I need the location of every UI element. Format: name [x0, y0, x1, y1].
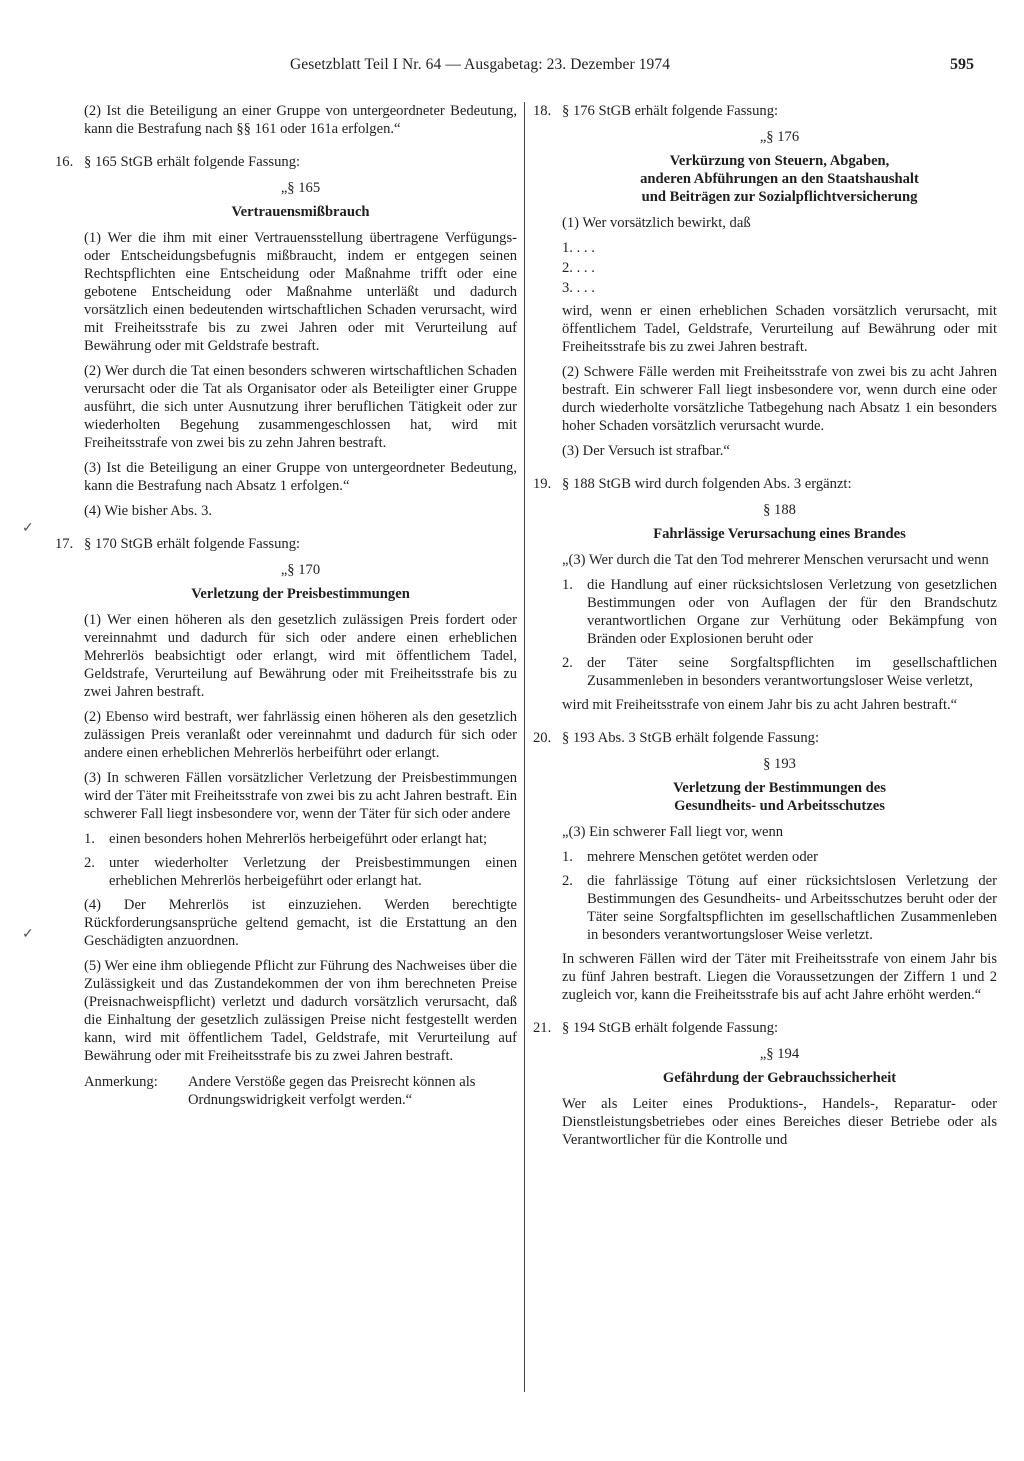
item-text: § 193 Abs. 3 StGB erhält folgende Fassung:	[562, 730, 820, 746]
margin-mark: ✓	[22, 521, 34, 536]
paragraph: (3) Ist die Beteiligung an einer Gruppe von untergeordneter Bedeutung, kann die Bestrafung nach Absatz 1 erfolgen.“	[84, 460, 517, 494]
section-number: „§ 170	[280, 562, 321, 578]
heading-line: anderen Abführungen an den Staatshaushalt	[640, 171, 919, 187]
item-number: 19.	[533, 476, 552, 492]
section-heading	[562, 152, 997, 206]
annotation	[84, 1073, 517, 1109]
header-title: Gesetzblatt Teil I Nr. 64 — Ausgabetag: 23. Dezember 1974	[290, 56, 671, 73]
section-heading: Verletzung der Preisbestimmungen	[191, 586, 410, 602]
item-21	[533, 1019, 997, 1037]
item-number: 17.	[55, 536, 74, 552]
list-number: 1.	[562, 577, 573, 593]
item-text: § 194 StGB erhält folgende Fassung:	[562, 1020, 779, 1036]
list-item	[562, 576, 997, 648]
item-19	[533, 475, 997, 493]
list-text: die fahrlässige Tötung auf einer rücksichtslosen Verletzung der Bestimmungen des Gesundheits- und Arbeitsschutzes beruht oder der Täter seine Sorgfaltspflichten im gesellschaftlichen Zusammenleben in besonders verantwortungsloser Weise verletzt.	[587, 873, 997, 943]
right-column	[533, 102, 997, 1402]
section-heading: Vertrauensmißbrauch	[231, 204, 370, 220]
item-text: § 170 StGB erhält folgende Fassung:	[84, 536, 301, 552]
section-heading: Gefährdung der Gebrauchssicherheit	[662, 1070, 897, 1086]
section-number: „§ 194	[759, 1046, 800, 1062]
item-17	[55, 535, 517, 553]
section-number: § 193	[763, 756, 796, 772]
paragraph: wird, wenn er einen erheblichen Schaden vorsätzlich verursacht, mit öffentlichem Tadel, Geldstrafe, Verurteilung auf Bewährung oder mit Freiheitsstrafe bis zu zwei Jahren bestraft.	[562, 303, 997, 355]
item-20	[533, 729, 997, 747]
list-number: 2.	[562, 655, 573, 671]
heading-line: und Beiträgen zur Sozialpflichtversicherung	[641, 189, 918, 205]
list-number: 2.	[84, 855, 95, 871]
paragraph: (1) Wer vorsätzlich bewirkt, daß	[562, 215, 751, 231]
list-number: 2.	[562, 873, 573, 889]
paragraph: Wer als Leiter eines Produktions-, Handels-, Reparatur- oder Dienstleistungsbetriebes oder eines Bereiches dieser Betriebe oder als Verantwortlicher für die Kontrolle und	[562, 1096, 997, 1148]
item-number: 20.	[533, 730, 552, 746]
page-number: 595	[950, 56, 974, 73]
section-number: „§ 176	[759, 129, 800, 145]
section-number: „§ 165	[280, 180, 321, 196]
list-text: der Täter seine Sorgfaltspflichten im gesellschaftlichen Zusammenleben in besonders verantwortungsloser Weise verletzt,	[587, 655, 997, 689]
item-number: 21.	[533, 1020, 552, 1036]
paragraph: „(3) Ein schwerer Fall liegt vor, wenn	[562, 824, 784, 840]
paragraph: (4) Wie bisher Abs. 3.	[84, 503, 213, 519]
paragraph: (2) Ebenso wird bestraft, wer fahrlässig einen höheren als den gesetzlich zulässigen Preis veranlaßt oder vereinnahmt und dadurch für sich oder andere einen erheblichen Mehrerlös herbeiführt oder erlangt.	[84, 709, 517, 761]
section-number: § 188	[763, 502, 796, 518]
section-heading: Fahrlässige Verursachung eines Brandes	[653, 526, 906, 542]
item-text: § 165 StGB erhält folgende Fassung:	[84, 154, 301, 170]
margin-mark: ✓	[22, 927, 34, 942]
paragraph: (3) In schweren Fällen vorsätzlicher Verletzung der Preisbestimmungen wird der Täter mit Freiheitsstrafe von zwei bis zu acht Jahren bestraft. Ein schwerer Fall liegt insbesondere vor, wenn der Täter für sich oder andere	[84, 770, 517, 822]
heading-line: Verletzung der Bestimmungen des	[673, 780, 886, 796]
list-item	[84, 830, 517, 848]
paragraph: (4) Der Mehrerlös ist einzuziehen. Werden berechtigte Rückforderungsansprüche geltend gemacht, ist die Erstattung an den Geschädigten anzuordnen.	[84, 897, 517, 949]
list-number: 1.	[562, 849, 573, 865]
annotation-label: Anmerkung:	[84, 1074, 158, 1090]
heading-line: Gesundheits- und Arbeitsschutzes	[674, 798, 885, 814]
item-number: 16.	[55, 154, 74, 170]
list-text: mehrere Menschen getötet werden oder	[587, 849, 818, 865]
item-18	[533, 102, 997, 120]
paragraph: „(3) Wer durch die Tat den Tod mehrerer Menschen verursacht und wenn	[562, 552, 989, 568]
column-divider	[524, 102, 525, 1392]
list-item	[562, 848, 997, 866]
item-text: § 188 StGB wird durch folgenden Abs. 3 ergänzt:	[562, 476, 852, 492]
list-text: unter wiederholter Verletzung der Preisbestimmungen einen erheblichen Mehrerlös herbeigeführt oder erlangt hat.	[109, 855, 517, 889]
paragraph: (2) Wer durch die Tat einen besonders schweren wirtschaftlichen Schaden verursacht oder die Tat als Organisator oder als Beteiligter einer Gruppe ausführt, die sich unter Ausnutzung ihrer beruflichen Tätigkeit oder zur wiederholten Begehung zusammengeschlossen hat, wird mit Freiheitsstrafe von zwei bis zu zehn Jahren bestraft.	[84, 363, 517, 451]
paragraph: (3) Der Versuch ist strafbar.“	[562, 443, 730, 459]
paragraph: (1) Wer einen höheren als den gesetzlich zulässigen Preis fordert oder vereinnahmt und dadurch für sich oder andere einen erheblichen Mehrerlös beabsichtigt oder erlangt, wird mit öffentlichem Tadel, Geldstrafe, Verurteilung auf Bewährung oder mit Freiheitsstrafe bis zu zwei Jahren bestraft.	[84, 612, 517, 700]
list-item	[562, 654, 997, 690]
list-text: die Handlung auf einer rücksichtslosen Verletzung von gesetzlichen Bestimmungen oder von Auflagen der für den Brandschutz verantwortlichen Organe zur Verhütung oder Bekämpfung von Bränden oder Explosionen beruht oder	[587, 577, 997, 647]
ellipsis-item: 3. . . .	[562, 280, 595, 296]
item-16	[55, 153, 517, 171]
section-heading	[562, 779, 997, 815]
list-item	[562, 872, 997, 944]
list-text: einen besonders hohen Mehrerlös herbeigeführt oder erlangt hat;	[109, 831, 488, 847]
paragraph: (2) Schwere Fälle werden mit Freiheitsstrafe von zwei bis zu acht Jahren bestraft. Ein schwerer Fall liegt insbesondere vor, wenn durch eine oder durch wiederholte vorsätzliche Tatbegehung nach Absatz 1 ein besonders hoher Schaden vorsätzlich verursacht wurde.	[562, 364, 997, 434]
paragraph: In schweren Fällen wird der Täter mit Freiheitsstrafe von einem Jahr bis zu fünf Jahren bestraft. Liegen die Voraussetzungen der Ziffern 1 und 2 zugleich vor, kann die Freiheitsstrafe bis auf acht Jahre erhöht werden.“	[562, 951, 997, 1003]
list-number: 1.	[84, 831, 95, 847]
ellipsis-item: 1. . . .	[562, 240, 595, 256]
heading-line: Verkürzung von Steuern, Abgaben,	[669, 153, 890, 169]
paragraph: (2) Ist die Beteiligung an einer Gruppe von untergeordneter Bedeutung, kann die Bestrafung nach §§ 161 oder 161a erfolgen.“	[84, 103, 517, 137]
item-number: 18.	[533, 103, 552, 119]
paragraph: (5) Wer eine ihm obliegende Pflicht zur Führung des Nachweises über die Zulässigkeit und das Zustandekommen der von ihm berechneten Preise (Preisnachweispflicht) verletzt und dadurch vorsätzlich verursacht, daß die Einhaltung der gesetzlich zulässigen Preise nicht festgestellt werden kann, wird mit öffentlichem Tadel, Geldstrafe, mit Verurteilung auf Bewährung oder mit Freiheitsstrafe bis zu zwei Jahren bestraft.	[84, 958, 517, 1064]
ellipsis-item: 2. . . .	[562, 260, 595, 276]
list-item	[84, 854, 517, 890]
page-header	[0, 56, 1024, 80]
paragraph: (1) Wer die ihm mit einer Vertrauensstellung übertragene Verfügungs- oder Entscheidungsbefugnis mißbraucht, indem er entgegen seinen Rechtspflichten eine Entscheidung oder Maßnahme trifft oder eine gebotene Entscheidung oder Maßnahme unterläßt und dadurch vorsätzlich einen bedeutenden wirtschaftlichen Schaden verursacht, wird mit Freiheitsstrafe bis zu zwei Jahren oder mit Verurteilung auf Bewährung oder mit Geldstrafe bestraft.	[84, 230, 517, 354]
left-column	[55, 102, 517, 1402]
item-text: § 176 StGB erhält folgende Fassung:	[562, 103, 779, 119]
paragraph: wird mit Freiheitsstrafe von einem Jahr bis zu acht Jahren bestraft.“	[562, 697, 958, 713]
annotation-text: Andere Verstöße gegen das Preisrecht können als Ordnungswidrigkeit verfolgt werden.“	[188, 1074, 476, 1108]
